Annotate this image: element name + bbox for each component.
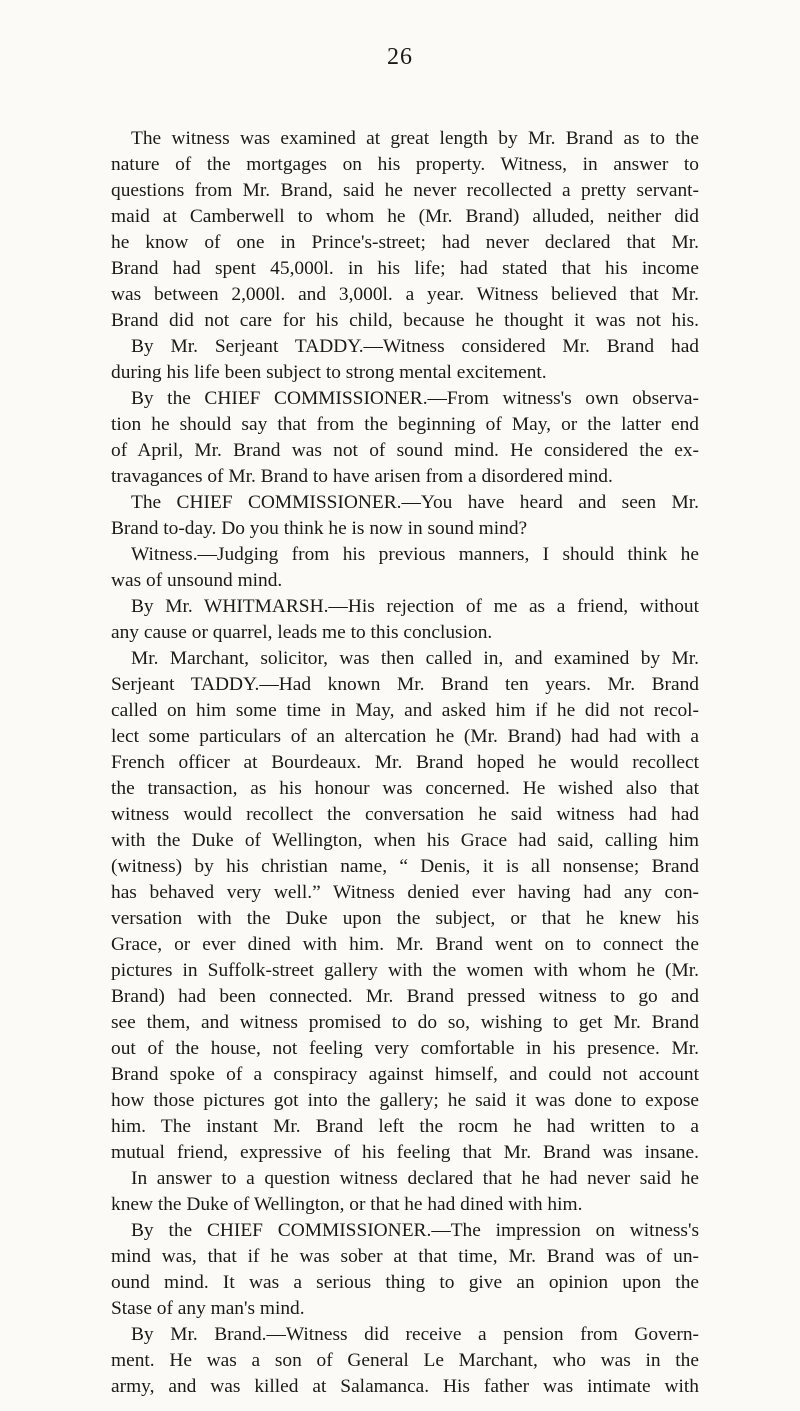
text-line: see them, and witness promised to do so, wishing to get Mr. Brand	[111, 1012, 699, 1033]
text-line: Grace, or ever dined with him. Mr. Brand went on to connect the	[111, 934, 699, 955]
text-line: knew the Duke of Wellington, or that he had dined with him.	[111, 1194, 583, 1215]
text-line: Stase of any man's mind.	[111, 1298, 305, 1319]
text-line: of April, Mr. Brand was not of sound mind. He considered the ex-	[111, 440, 699, 461]
text-line: (witness) by his christian name, “ Denis, it is all nonsense; Brand	[111, 856, 699, 877]
text-line: tion he should say that from the beginning of May, or the latter end	[111, 414, 699, 435]
text-line: was between 2,000l. and 3,000l. a year. Witness believed that Mr.	[111, 284, 699, 305]
text-line: Serjeant TADDY.—Had known Mr. Brand ten years. Mr. Brand	[111, 674, 699, 695]
text-line: pictures in Suffolk-street gallery with the women with whom he (Mr.	[111, 960, 699, 981]
text-line: The witness was examined at great length by Mr. Brand as to the	[131, 128, 699, 149]
text-line: By Mr. Brand.—Witness did receive a pension from Govern-	[131, 1324, 699, 1345]
text-line: By Mr. Serjeant TADDY.—Witness considered Mr. Brand had	[131, 336, 699, 357]
text-line: ound mind. It was a serious thing to give an opinion upon the	[111, 1272, 699, 1293]
text-line: witness would recollect the conversation he said witness had had	[111, 804, 699, 825]
text-line: he know of one in Prince's-street; had never declared that Mr.	[111, 232, 699, 253]
text-line: versation with the Duke upon the subject, or that he knew his	[111, 908, 699, 929]
text-line: Mr. Marchant, solicitor, was then called in, and examined by Mr.	[131, 648, 699, 669]
text-line: Brand to-day. Do you think he is now in sound mind?	[111, 518, 528, 539]
text-line: army, and was killed at Salamanca. His father was intimate with	[111, 1376, 699, 1397]
text-line: The CHIEF COMMISSIONER.—You have heard and seen Mr.	[131, 492, 699, 513]
text-line: questions from Mr. Brand, said he never recollected a pretty servant-	[111, 180, 699, 201]
text-line: any cause or quarrel, leads me to this conclusion.	[111, 622, 493, 643]
text-line: how those pictures got into the gallery; he said it was done to expose	[111, 1090, 699, 1111]
text-line: lect some particulars of an altercation he (Mr. Brand) had had with a	[111, 726, 699, 747]
text-line: travagances of Mr. Brand to have arisen from a disordered mind.	[111, 466, 613, 487]
text-line: nature of the mortgages on his property. Witness, in answer to	[111, 154, 699, 175]
text-line: mutual friend, expressive of his feeling that Mr. Brand was insane.	[111, 1142, 699, 1163]
text-line: during his life been subject to strong mental excitement.	[111, 362, 547, 383]
text-line: the transaction, as his honour was concerned. He wished also that	[111, 778, 699, 799]
text-line: Brand had spent 45,000l. in his life; had stated that his income	[111, 258, 699, 279]
text-line: By the CHIEF COMMISSIONER.—From witness's own observa-	[131, 388, 699, 409]
text-line: was of unsound mind.	[111, 570, 283, 591]
text-line: Brand did not care for his child, because he thought it was not his.	[111, 310, 699, 331]
text-line: maid at Camberwell to whom he (Mr. Brand) alluded, neither did	[111, 206, 699, 227]
body-text	[111, 126, 699, 1400]
text-line: him. The instant Mr. Brand left the rocm he had written to a	[111, 1116, 699, 1137]
text-line: has behaved very well.” Witness denied ever having had any con-	[111, 882, 699, 903]
text-line: Brand spoke of a conspiracy against himself, and could not account	[111, 1064, 699, 1085]
text-line: Witness.—Judging from his previous manners, I should think he	[131, 544, 699, 565]
text-line: French officer at Bourdeaux. Mr. Brand hoped he would recollect	[111, 752, 699, 773]
text-line: with the Duke of Wellington, when his Grace had said, calling him	[111, 830, 699, 851]
text-line: out of the house, not feeling very comfortable in his presence. Mr.	[111, 1038, 699, 1059]
text-line: Brand) had been connected. Mr. Brand pressed witness to go and	[111, 986, 699, 1007]
text-line: called on him some time in May, and asked him if he did not recol-	[111, 700, 699, 721]
page-number: 26	[387, 44, 413, 70]
text-line: In answer to a question witness declared that he had never said he	[131, 1168, 699, 1189]
text-line: ment. He was a son of General Le Marchant, who was in the	[111, 1350, 699, 1371]
text-line: mind was, that if he was sober at that time, Mr. Brand was of un-	[111, 1246, 699, 1267]
text-line: By Mr. WHITMARSH.—His rejection of me as a friend, without	[131, 596, 699, 617]
text-line: By the CHIEF COMMISSIONER.—The impression on witness's	[131, 1220, 699, 1241]
